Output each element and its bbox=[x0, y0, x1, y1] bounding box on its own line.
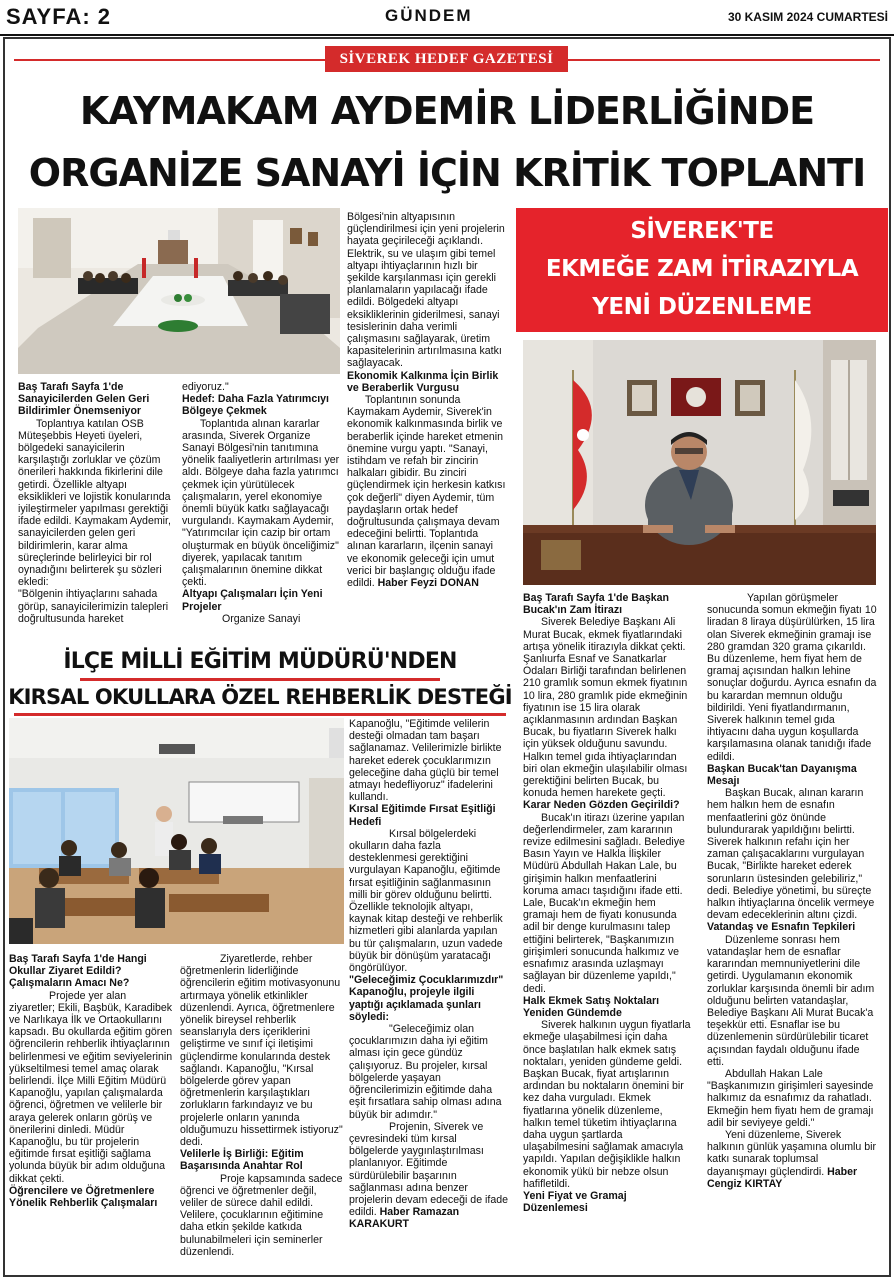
article2-c2-p1: Başkan Bucak'tan Dayanışma Mesajı bbox=[707, 762, 857, 788]
mayor-office-photo-illustration bbox=[523, 340, 876, 585]
article1-c3-p1: Ekonomik Kalkınma İçin Birlik ve Beraberlik Vurgusu bbox=[347, 369, 499, 394]
article3-c3-p3: "Geleceğimiz Çocuklarımızdır" Kapanoğlu, projeyle ilgili yaptığı açıklamada şunları söyledi: bbox=[349, 974, 504, 1023]
article3-c3-p1: Kırsal Eğitimde Fırsat Eşitliği Hedefi bbox=[349, 803, 496, 828]
article3-c2-p1: Velilerle İş Birliği: Eğitim Başarısında Anahtar Rol bbox=[180, 1148, 304, 1173]
article1-c3-p2 bbox=[347, 394, 507, 589]
article1-c2-p0: ediyoruz." bbox=[182, 381, 229, 393]
article2-c1-p3: Bucak'ın itirazı üzerine yapılan değerlendirmeler, zam kararının revize edilmesini sağladı. Belediye Basın Yayın ve Halkla İlişkiler Müdürü Abdullah Hakan Lale, bu girişimin halkın menfaatlerini koruma amacı taşıdığını ifade etti. Lale, Bucak'ın ekmeğin hem gramajı hem de fiyatı konusunda adil bir denge kurulmasını talep ettiğini belirterek, "Başkanımızın girişimleri sonucunda halkımız ve esnafımız arasında uzlaşmayı sağlayan bir düzenleme yapıldı," dedi. bbox=[523, 811, 685, 995]
article3-c1-p0: Baş Tarafı Sayfa 1'de Hangi Okullar Ziyaret Edildi? Çalışmaların Amacı Ne? bbox=[9, 953, 147, 990]
article3-c3-p4: "Geleceğimiz olan çocuklarımızın daha iyi eğitim alması için gece gündüz çalışıyoruz. Bu projeler, kırsal bölgelerde yaşayan öğrencilerimizin eğitimde daha eşit fırsatlara sahip olması adına büyük bir adımdır." bbox=[349, 1023, 502, 1121]
mayor-office-photo bbox=[523, 340, 876, 585]
article1-c1-p0: Baş Tarafı Sayfa 1'de Sanayicilerden Gelen Geri Bildirimler Önemseniyor bbox=[18, 381, 150, 418]
meeting-photo bbox=[18, 208, 340, 374]
banner-line-right bbox=[568, 59, 880, 61]
meeting-photo-illustration bbox=[18, 208, 340, 374]
article1-column-2 bbox=[182, 381, 340, 625]
article3-c1-p1: Projede yer alan ziyaretler; Ekili, Başbük, Karadibek ve Narlıkaya İlk ve Ortaokullarını kapsadı. Bu okullarda eğitim gören öğrencilerin rehberlik ihtiyaçlarının belirlenmesi ve eğitim seviyelerinin yükseltilmesi temel amaç olarak belirlendi. İlçe Milli Eğitim Müdürü Kapanoğlu, yapılan çalışmalarda öğrenci, öğretmen ve velilerle bir araya gelerek onların görüş ve önerilerini dinledi. Müdür Kapanoğlu, bu tür projelerin eğitimde fırsat eşitliği sağlama yolunda büyük bir adım olduğuna dikkat çekti. bbox=[9, 989, 173, 1185]
article2-byline: Haber Cengiz KIRTAY bbox=[707, 1165, 858, 1190]
article2-c1-p0: Baş Tarafı Sayfa 1'de Başkan Bucak'ın Zam İtirazı bbox=[523, 592, 669, 617]
header-rule bbox=[0, 34, 894, 36]
article1-c3-p2-text: Toplantının sonunda Kaymakam Aydemir, Siverek'in ekonomik kalkınmasında birlik ve beraberlik içinde hareket etmenin önemine vurgu yaptı. "Sanayi, istihdam ve refah bir zincirin halkaları gibidir. Bu zinciri güçlendirmek için herkesin katkısı çok değerli" diyen Aydemir, tüm paydaşların ortak hedef doğrultusunda çalışmaya devam edeceğini belirtti. Toplantıda alınan kararların, ilçenin sanayi ve ekonomik geleceği için umut verici bir başlangıç olduğu ifade edildi. bbox=[347, 394, 506, 590]
article2-column-2 bbox=[707, 592, 879, 1190]
page-number: SAYFA: 2 bbox=[6, 4, 112, 29]
article3-column-3 bbox=[349, 718, 509, 1231]
article2-headline-line2: EKMEĞE ZAM İTİRAZIYLA bbox=[545, 256, 859, 282]
article2-headline-line1: SİVEREK'TE bbox=[630, 218, 774, 244]
article1-headline-line2: ORGANİZE SANAYİ İÇİN KRİTİK TOPLANTI bbox=[28, 151, 866, 195]
article2-c1-p2: Karar Neden Gözden Geçirildi? bbox=[523, 799, 680, 812]
article2-column-1 bbox=[523, 592, 691, 1214]
article2-c2-p2: Başkan Bucak, alınan kararın hem halkın hem de esnafın menfaatlerini göz önünde bulundurarak yapıldığını belirtti. Siverek halkının refahı için her zaman çalışacaklarını vurgulayan Bucak, "Birlikte hareket ederek sorunların üstesinden gelebiliriz," dedi. Belediye yönetimi, bu süreçte halkın ihtiyaçlarına öncelik vermeye devam edeceklerinin altını çizdi. bbox=[707, 787, 875, 922]
article3-c3-p0: Kapanoğlu, "Eğitimde velilerin desteği olmadan tam başarı sağlanamaz. Velilerimizle birlikte hareket ederek çocuklarımızın geleceğine daha güçlü bir temel atmayı hedefliyoruz" ifadelerini kullandı. bbox=[349, 718, 502, 804]
article1-byline: Haber Feyzi DONAN bbox=[377, 577, 479, 590]
banner-line-left bbox=[14, 59, 325, 61]
article3-c3-p2: Kırsal bölgelerdeki okulların daha fazla desteklenmesi gerektiğini vurgulayan Kapanoğlu, eğitimde fırsat eşitliğinin sağlanmasının milli bir görev olduğunu belirtti. Özellikle teknolojik altyapı, kaynak kitap desteği ve rehberlik hizmetleri gibi alanlarda yapılan bu tür çalışmaların, uzun vadede büyük bir dönüşüm yaratacağı öngörülüyor. bbox=[349, 827, 503, 975]
article2-c2-p4: Düzenleme sonrası hem vatandaşlar hem de esnaflar kararından memnuniyetlerini dile getirdi. Uygulamanın ekonomik zorluklar karşısında önemli bir adım olduğunu belirten vatandaşlar, Belediye Başkanı Ali Murat Bucak'a teşekkür etti. Esnaflar ise bu düzenlemenin sürdürülebilir ticaret açısından faydalı olduğunu ifade etti. bbox=[707, 933, 875, 1068]
article3-c1-p2: Öğrencilere ve Öğretmenlere Yönelik Rehberlik Çalışmaları bbox=[9, 1184, 158, 1210]
article1-headline-line1: KAYMAKAM AYDEMİR LİDERLİĞİNDE bbox=[79, 89, 815, 133]
article1-c2-p3: Altyapı Çalışmaları İçin Yeni Projeler bbox=[182, 588, 323, 613]
article2-headline-box bbox=[516, 208, 888, 332]
article1-column-1 bbox=[18, 381, 176, 625]
article2-c1-p5: Siverek halkının uygun fiyatlarla ekmeğe ulaşabilmesi için daha önce başlatılan halk ekmek satış noktaları, yeniden gündeme geldi. Başkan Bucak, fiyat artışlarının ardından bu noktaların önemini bir kez daha vurguladı. Ekmek fiyatlarına yönelik düzenleme, halkın temel tüketim ihtiyaçlarına daha uygun şartlarda ulaşabilmesini sağlamak amacıyla yapıldı. Yapılan değişiklikle halkın ekonomik yükü bir nebze olsun hafifletildi. bbox=[523, 1019, 691, 1190]
article3-headline-line2: KIRSAL OKULLARA ÖZEL REHBERLİK DESTEĞİ bbox=[8, 685, 512, 709]
article1-c1-p2: "Bölgenin ihtiyaçlarını sahada görüp, sanayicilerimizin talepleri doğrultusunda hareket bbox=[18, 588, 169, 625]
article1-c3-p0: Bölgesi'nin altyapısının güçlendirilmesi için yeni projelerin hayata geçirileceği açıklandı. Elektrik, su ve ulaşım gibi temel altyapı ihtiyaçlarının hızlı bir şekilde karşılanması için gerekli planlamaların yapılacağı ifade edildi. Bölgedeki altyapı eksikliklerinin giderilmesi, sanayi tesislerinin daha verimli çalışmasını sağlayarak, üretim kapasitelerinin artırılmasına katkı sağlayacak. bbox=[347, 211, 505, 370]
article3-byline: Haber Ramazan KARAKURT bbox=[349, 1206, 460, 1231]
article3-column-2 bbox=[180, 953, 344, 1258]
article3-c3-p5-text: Projenin, Siverek ve çevresindeki tüm kırsal bölgelerde yaygınlaştırılması planlanıyor. Eğitimde sürdürülebilir başarının sağlanması adına benzer projelerin devam edeceği de ifade edildi. bbox=[349, 1120, 509, 1219]
article3-c2-p0: Ziyaretlerde, rehber öğretmenlerin liderliğinde öğrencilerin eğitim motivasyonunu artırmaya yönelik etkinlikler düzenlendi. Ayrıca, öğretmenlere yönelik bireysel rehberlik seanslarıyla ders içeriklerini geliştirme ve sınıf içi iletişimi güçlendirme konularında destek sağlandı. Kapanoğlu, "Kırsal bölgelerde görev yapan öğretmenlerin karşılaştıkları zorlukların farkındayız ve bu projelerle onların yanında olduğumuzu hissettirmek istiyoruz" dedi. bbox=[180, 953, 343, 1149]
issue-date: 30 KASIM 2024 CUMARTESİ bbox=[727, 10, 888, 24]
article1-column-3 bbox=[347, 211, 507, 589]
article1-c2-p4: Organize Sanayi bbox=[222, 612, 301, 625]
article2-c2-p6-text: Yeni düzenleme, Siverek halkının günlük yaşamına olumlu bir katkı sunarak toplumsal dayanışmayı güçlendirdi. bbox=[707, 1128, 877, 1178]
article2-c1-p4: Halk Ekmek Satış Noktaları Yeniden Gündemde bbox=[523, 994, 660, 1019]
newspaper-banner: SİVEREK HEDEF GAZETESİ bbox=[325, 46, 568, 72]
article2-c2-p3: Vatandaş ve Esnafın Tepkileri bbox=[707, 921, 856, 934]
section-title: GÜNDEM bbox=[385, 6, 473, 25]
article1-c2-p1: Hedef: Daha Fazla Yatırımcıyı Bölgeye Çekmek bbox=[182, 393, 329, 418]
article1-c1-p1: Toplantıya katılan OSB Müteşebbis Heyeti üyeleri, bölgedeki sanayicilerin karşılaştığı zorluklar ve çözüm önerileri hakkında fikirlerini dile getirdi. Özellikle altyapı eksiklikleri ve lojistik konularında iyileştirmeler yapılması gerektiği ifade edildi. Kaymakam Aydemir, sanayicilerden gelen geri bildirimlerin, karar alma süreçlerinde belirleyici bir rol oynadığını belirterek şu sözleri ekledi: bbox=[18, 417, 171, 589]
article2-c1-p6: Yeni Fiyat ve Gramaj Düzenlemesi bbox=[523, 1189, 627, 1215]
article3-headline-underline2 bbox=[14, 713, 506, 716]
article3-column-1 bbox=[9, 953, 173, 1209]
classroom-photo-illustration bbox=[9, 718, 344, 944]
page-header bbox=[0, 0, 894, 34]
article3-headline-line1: İLÇE MİLLİ EĞİTİM MÜDÜRÜ'NDEN bbox=[63, 649, 457, 674]
article2-headline-line3: YENİ DÜZENLEME bbox=[592, 294, 812, 320]
classroom-photo bbox=[9, 718, 344, 944]
article1-c2-p2: Toplantıda alınan kararlar arasında, Siverek Organize Sanayi Bölgesi'nin tanıtımına yönelik faaliyetlerin artırılması yer aldı. Bölgeye daha fazla yatırımcı çekmek için yürütülecek çalışmaların, yerel ekonomiye önemli büyük katkı sağlayacağı vurgulandı. Kaymakam Aydemir, "Yatırımcılar için cazip bir ortam oluşturmak en büyük önceliğimiz" diyerek, yapılacak tanıtım çalışmalarının önemine dikkat çekti. bbox=[182, 417, 340, 589]
article2-c1-p1: Siverek Belediye Başkanı Ali Murat Bucak, ekmek fiyatlarındaki artışa yönelik itirazıyla dikkat çekti. Şanlıurfa Esnaf ve Sanatkarlar Odaları Birliği tarafından belirlenen 210 gramlık somun ekmek fiyatının 10 lira, 280 gramlık pide ekmeğinin fiyatının ise 15 lira olarak açıklanmasının ardından Başkan Bucak, bu fiyatların Siverek halkı için yüksek olduğunu savundu. Halkın temel gıda ihtiyaçlarından biri olan ekmeğin ulaşılabilir olması gerektiğini belirten Bucak, bu konuda hemen harekete geçti. bbox=[523, 616, 688, 800]
article2-c2-p6 bbox=[707, 1129, 879, 1190]
article3-c2-p2: Proje kapsamında sadece öğrenci ve öğretmenler değil, veliler de sürece dahil edildi. Velilere, çocuklarının eğitimine daha etkin şekilde katkıda bulunabilmeleri için seminerler düzenlendi. bbox=[180, 1172, 343, 1258]
article3-c3-p5 bbox=[349, 1121, 509, 1231]
article2-c2-p0: Yapılan görüşmeler sonucunda somun ekmeğin fiyatı 10 liradan 8 liraya düşürülürken, 15 lira olan Siverek ekmeğinin gramajı ise 280 gramdan 320 grama çıkarıldı. Bu düzenleme, hem fiyat hem de gramaj açısından halkın lehine sonuçlar doğurdu. Ayrıca esnafın da bu karardan memnun olduğu bildirildi. Yeni fiyatlandırmanın, Siverek halkının temel gıda ihtiyacını daha uygun koşullarda karşılamasına olanak tanıdığı ifade edildi. bbox=[707, 592, 877, 763]
article2-c2-p5: Abdullah Hakan Lale "Başkanımızın girişimleri sayesinde halkımız da esnafımız da rahatladı. Ekmeğin hem fiyatı hem de gramajı adil bir seviyeye geldi." bbox=[707, 1067, 874, 1129]
